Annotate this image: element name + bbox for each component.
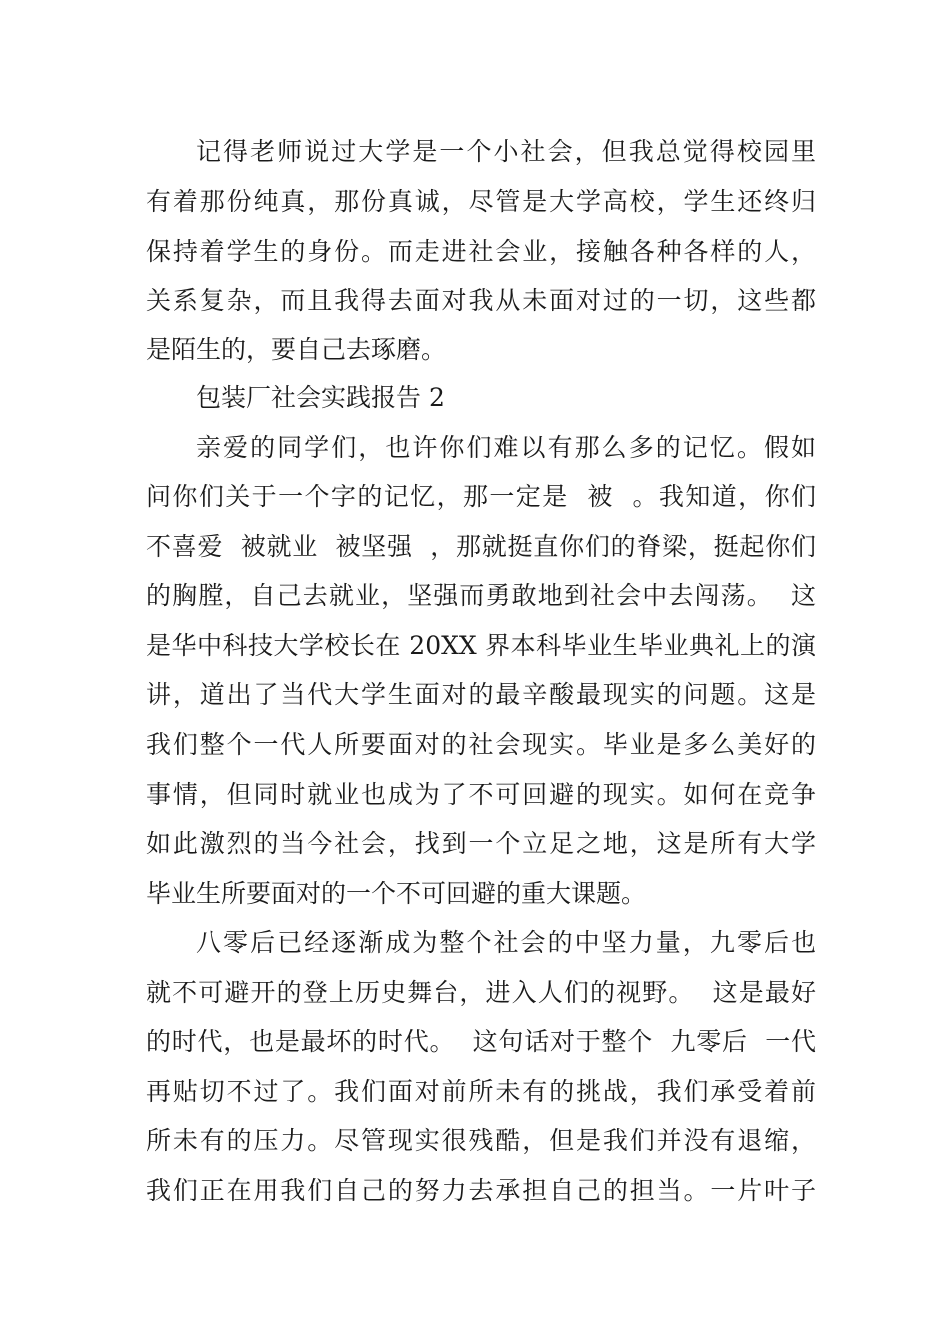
paragraph-2-line-6: 讲，道出了当代大学生面对的最辛酸最现实的问题。这是 <box>146 680 816 709</box>
section-heading: 包装厂社会实践报告 2 <box>196 383 445 412</box>
paragraph-3-line-1: 八零后已经逐渐成为整个社会的中坚力量，九零后也 <box>196 928 816 957</box>
paragraph-2-line-2: 问你们关于一个字的记忆，那一定是 被 。我知道，你们 <box>146 482 816 511</box>
paragraph-2-line-7: 我们整个一代人所要面对的社会现实。毕业是多么美好的 <box>146 730 816 759</box>
paragraph-2-line-8: 事情，但同时就业也成为了不可回避的现实。如何在竞争 <box>146 780 816 809</box>
paragraph-2-line-10: 毕业生所要面对的一个不可回避的重大课题。 <box>146 879 647 908</box>
paragraph-1-line-4: 关系复杂，而且我得去面对我从未面对过的一切，这些都 <box>146 286 816 315</box>
paragraph-3-line-2: 就不可避开的登上历史舞台，进入人们的视野。 这是最好 <box>146 978 816 1007</box>
paragraph-3-line-4: 再贴切不过了。我们面对前所未有的挑战，我们承受着前 <box>146 1077 816 1106</box>
paragraph-3-line-6: 我们正在用我们自己的努力去承担自己的担当。一片叶子 <box>146 1176 816 1205</box>
paragraph-1-line-1: 记得老师说过大学是一个小社会，但我总觉得校园里 <box>196 137 816 166</box>
paragraph-3-line-3: 的时代，也是最坏的时代。 这句话对于整个 九零后 一代 <box>146 1027 816 1056</box>
paragraph-2-line-9: 如此激烈的当今社会，找到一个立足之地，这是所有大学 <box>146 829 816 858</box>
paragraph-3-line-5: 所未有的压力。尽管现实很残酷，但是我们并没有退缩， <box>146 1126 816 1155</box>
paragraph-2-line-5: 是华中科技大学校长在 20XX 界本科毕业生毕业典礼上的演 <box>146 631 816 660</box>
paragraph-2-line-3: 不喜爱 被就业 被坚强 ，那就挺直你们的脊梁，挺起你们 <box>146 532 816 561</box>
paragraph-2-line-1: 亲爱的同学们，也许你们难以有那么多的记忆。假如 <box>196 433 816 462</box>
paragraph-1-line-5: 是陌生的，要自己去琢磨。 <box>146 335 447 364</box>
paragraph-2-line-4: 的胸膛，自己去就业，坚强而勇敢地到社会中去闯荡。 这 <box>146 581 816 610</box>
paragraph-1-line-2: 有着那份纯真，那份真诚，尽管是大学高校，学生还终归 <box>146 187 816 216</box>
paragraph-1-line-3: 保持着学生的身份。而走进社会业，接触各种各样的人， <box>146 237 816 266</box>
